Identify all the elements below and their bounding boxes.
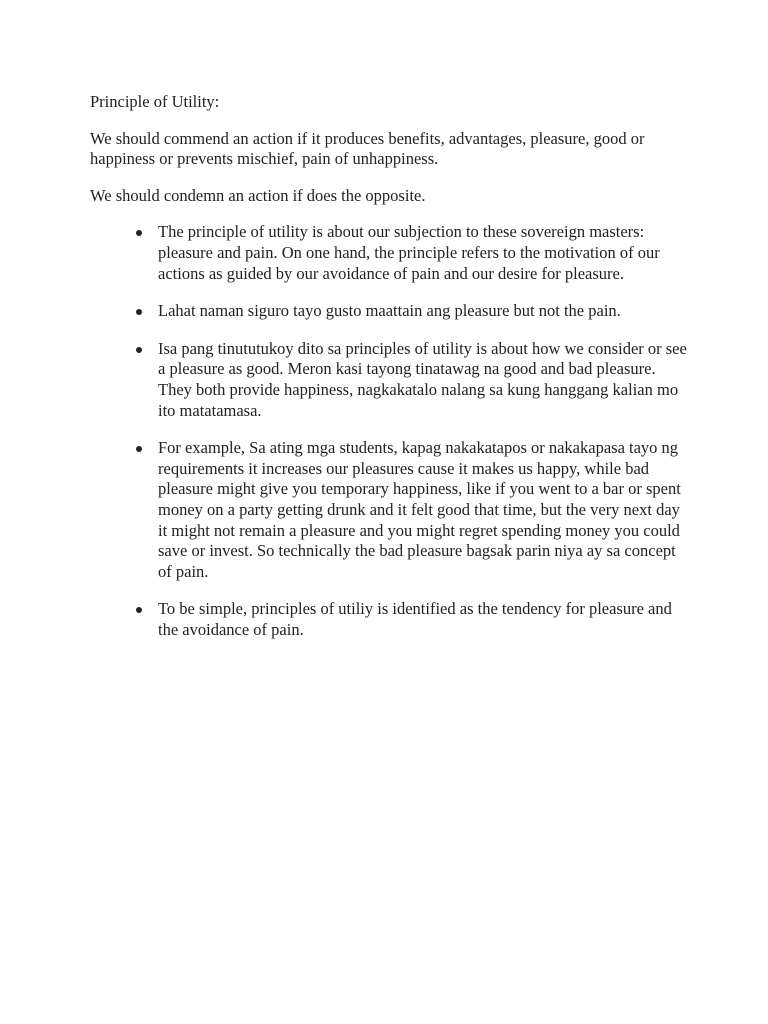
paragraph-commend: We should commend an action if it produces benefits, advantages, pleasure, good or happiness or prevents mischief, pain of unhappiness. <box>90 128 645 169</box>
list-item-text: Lahat naman siguro tayo gusto maattain ang pleasure but not the pain. <box>158 301 621 321</box>
bullet-dot-icon <box>136 309 142 315</box>
paragraph-condemn: We should condemn an action if does the opposite. <box>90 185 426 205</box>
list-item <box>158 339 690 421</box>
bullet-dot-icon <box>136 230 142 236</box>
bullet-dot-icon <box>136 607 142 613</box>
list-item <box>158 599 690 640</box>
list-item-text: For example, Sa ating mga students, kapag nakakatapos or nakakapasa tayo ng requirements it increases our pleasures cause it makes us happy, while bad pleasure might give you temporary happiness, like if you went to a bar or spent money on a party getting drunk and it felt good that time, but the very next day it might not remain a pleasure and you might regret spending money you could save or invest. So technically the bad pleasure bagsak parin niya ay sa concept of pain. <box>158 438 681 581</box>
list-item <box>158 222 690 284</box>
list-item-text: Isa pang tinututukoy dito sa principles of utility is about how we consider or see a pleasure as good. Meron kasi tayong tinatawag na good and bad pleasure. They both provide happiness, nagkakatalo nalang sa kung hanggang kalian mo ito matatamasa. <box>158 338 687 420</box>
list-item-text: The principle of utility is about our subjection to these sovereign masters: pleasure and pain. On one hand, the principle refers to the motivation of our actions as guided by our avoidance of pain and our desire for pleasure. <box>158 222 660 283</box>
bullet-list <box>90 222 690 640</box>
list-item <box>158 438 690 582</box>
document-heading: Principle of Utility: <box>90 92 220 111</box>
bullet-dot-icon <box>136 347 142 353</box>
bullet-dot-icon <box>136 446 142 452</box>
list-item <box>158 301 690 322</box>
document-body <box>90 92 690 657</box>
list-item-text: To be simple, principles of utiliy is identified as the tendency for pleasure and the avoidance of pain. <box>158 599 672 639</box>
